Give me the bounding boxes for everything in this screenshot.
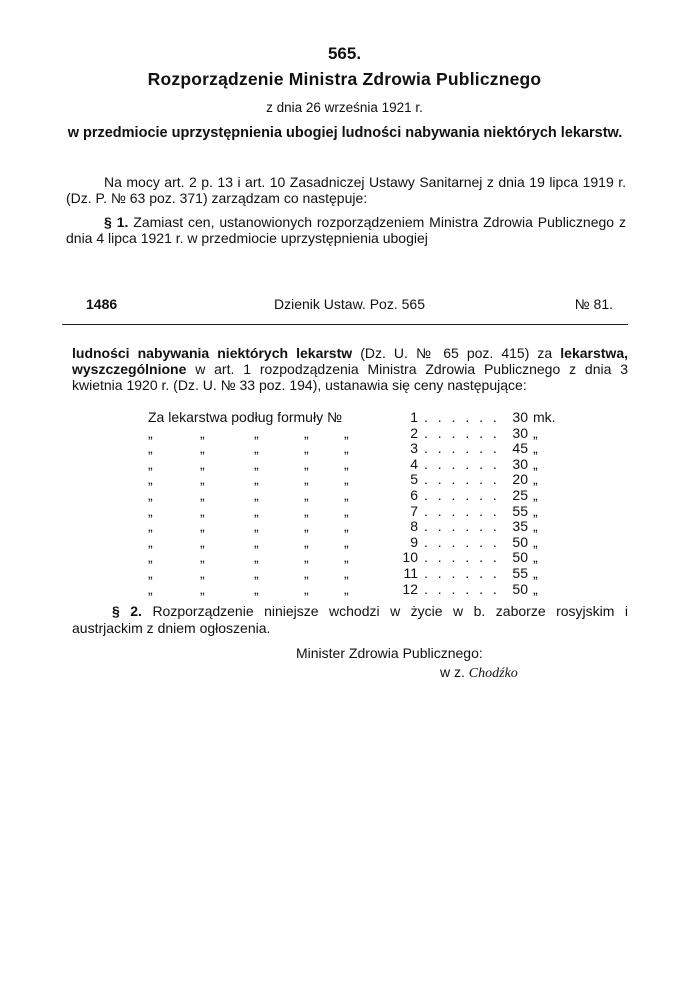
unit-ditto: „	[533, 580, 538, 597]
ditto-mark: „	[344, 580, 349, 597]
leader-dots: . . . . . .	[424, 564, 500, 581]
price-row	[148, 410, 568, 426]
unit-ditto: „	[533, 518, 538, 535]
ditto-mark: „	[254, 424, 259, 441]
continuation-bold-1: ludności nabywania niektórych lekarstw	[72, 345, 353, 361]
ditto-mark: „	[200, 424, 205, 441]
unit-ditto: „	[533, 424, 538, 441]
leader-dots: . . . . . .	[424, 471, 500, 488]
ditto-mark: „	[254, 455, 259, 472]
ditto-mark: „	[148, 564, 153, 581]
ditto-mark: „	[304, 502, 309, 519]
leader-dots: . . . . . .	[424, 409, 500, 425]
price-value: 30	[512, 424, 528, 441]
ditto-mark: „	[200, 502, 205, 519]
ditto-mark: „	[200, 518, 205, 535]
ditto-mark: „	[200, 564, 205, 581]
section-1-text: Zamiast cen, ustanowionych rozporządzeniem Ministra Zdrowia Publicznego z dnia 4 lipca 1921 r. w przedmiocie uprzystępnienia ubogiej	[66, 214, 626, 246]
price-value: 30	[512, 455, 528, 472]
price-value: 50	[512, 533, 528, 550]
price-value: 45	[512, 440, 528, 457]
price-value: 50	[512, 580, 528, 597]
ditto-mark: „	[254, 471, 259, 488]
formula-number: 3	[410, 440, 418, 457]
ditto-mark: „	[254, 502, 259, 519]
formula-number: 6	[410, 486, 418, 503]
ditto-mark: „	[304, 486, 309, 503]
ditto-mark: „	[200, 440, 205, 457]
price-value: 35	[512, 518, 528, 535]
signature	[440, 664, 518, 682]
leader-dots: . . . . . .	[424, 533, 500, 550]
ditto-mark: „	[148, 455, 153, 472]
act-subject: w przedmiocie uprzystępnienia ubogiej ludności nabywania niektórych lekarstw.	[67, 125, 623, 141]
ditto-mark: „	[148, 549, 153, 566]
continuation-paragraph	[72, 345, 628, 393]
price-row	[148, 582, 568, 598]
section-1-paragraph	[66, 214, 626, 246]
price-list	[148, 410, 568, 597]
price-row	[148, 472, 568, 488]
formula-number: 8	[410, 518, 418, 535]
leader-dots: . . . . . .	[424, 424, 500, 441]
formula-number: 12	[402, 580, 418, 597]
ditto-mark: „	[344, 502, 349, 519]
ditto-mark: „	[344, 471, 349, 488]
unit-ditto: „	[533, 455, 538, 472]
ditto-mark: „	[148, 502, 153, 519]
unit-ditto: „	[533, 486, 538, 503]
ditto-mark: „	[148, 580, 153, 597]
ditto-mark: „	[344, 440, 349, 457]
ditto-mark: „	[200, 486, 205, 503]
price-row	[148, 488, 568, 504]
unit-ditto: „	[533, 471, 538, 488]
ditto-mark: „	[254, 486, 259, 503]
price-row	[148, 519, 568, 535]
ditto-mark: „	[148, 424, 153, 441]
formula-number: 7	[410, 502, 418, 519]
price-value: 30	[512, 409, 528, 425]
formula-number: 9	[410, 533, 418, 550]
formula-number: 10	[402, 549, 418, 566]
ditto-mark: „	[200, 580, 205, 597]
ditto-mark: „	[304, 564, 309, 581]
unit-ditto: „	[533, 440, 538, 457]
ditto-mark: „	[148, 471, 153, 488]
continuation-text-2: w art. 1 rozpodządzenia Ministra Zdrowia Publicznego z dnia 3 kwietnia 1920 r. (Dz. U. № 33 poz. 194), ustanawia się ceny następujące:	[72, 361, 628, 393]
section-2-paragraph	[72, 603, 628, 637]
leader-dots: . . . . . .	[424, 502, 500, 519]
price-row	[148, 441, 568, 457]
price-value: 20	[512, 471, 528, 488]
price-row	[148, 550, 568, 566]
section-2-label: § 2.	[112, 603, 142, 619]
issue-number: № 81.	[574, 296, 613, 312]
signer-title: Minister Zdrowia Publicznego:	[296, 645, 483, 661]
unit-ditto: „	[533, 549, 538, 566]
price-row	[148, 426, 568, 442]
leader-dots: . . . . . .	[424, 486, 500, 503]
price-row	[148, 566, 568, 582]
preamble-paragraph: Na mocy art. 2 p. 13 i art. 10 Zasadniczej Ustawy Sanitarnej z dnia 19 lipca 1919 r. (Dz. P. № 63 poz. 371) zarządzam co następuje:	[66, 174, 626, 206]
ditto-mark: „	[148, 518, 153, 535]
leader-dots: . . . . . .	[424, 580, 500, 597]
leader-dots: . . . . . .	[424, 455, 500, 472]
price-unit: mk.	[533, 409, 556, 425]
formula-number: 5	[410, 471, 418, 488]
price-value: 25	[512, 486, 528, 503]
formula-number: 2	[410, 424, 418, 441]
signature-prefix: w z.	[440, 664, 465, 680]
ditto-mark: „	[200, 533, 205, 550]
ditto-mark: „	[254, 518, 259, 535]
ditto-mark: „	[344, 424, 349, 441]
price-row	[148, 504, 568, 520]
continuation-text-1: (Dz. U. № 65 poz. 415) za	[352, 345, 561, 361]
ditto-mark: „	[304, 424, 309, 441]
ditto-mark: „	[148, 486, 153, 503]
ditto-mark: „	[344, 533, 349, 550]
price-value: 55	[512, 564, 528, 581]
ditto-mark: „	[254, 580, 259, 597]
header-divider	[62, 324, 628, 325]
ditto-mark: „	[254, 549, 259, 566]
formula-number: 4	[410, 455, 418, 472]
ditto-mark: „	[148, 533, 153, 550]
act-number: 565.	[327, 44, 362, 63]
ditto-mark: „	[344, 455, 349, 472]
ditto-mark: „	[304, 471, 309, 488]
ditto-mark: „	[254, 533, 259, 550]
ditto-mark: „	[200, 455, 205, 472]
act-date: z dnia 26 września 1921 r.	[266, 100, 423, 115]
section-1-label: § 1.	[104, 214, 129, 230]
ditto-mark: „	[304, 533, 309, 550]
ditto-mark: „	[304, 580, 309, 597]
act-title: Rozporządzenie Ministra Zdrowia Publicznego	[147, 69, 542, 89]
ditto-mark: „	[304, 455, 309, 472]
ditto-mark: „	[344, 486, 349, 503]
ditto-mark: „	[254, 564, 259, 581]
price-row	[148, 535, 568, 551]
ditto-mark: „	[304, 518, 309, 535]
ditto-mark: „	[148, 440, 153, 457]
ditto-mark: „	[254, 440, 259, 457]
unit-ditto: „	[533, 564, 538, 581]
unit-ditto: „	[533, 533, 538, 550]
page-number: 1486	[86, 296, 118, 312]
continuation-bold-2: lekarstwa, wyszczególnione	[72, 345, 628, 377]
signature-name: Chodźko	[468, 666, 518, 681]
ditto-mark: „	[344, 518, 349, 535]
section-2-text: Rozporządzenie niniejsze wchodzi w życie w b. zaborze rosyjskim i austrjackim z dniem ogłoszenia.	[72, 603, 629, 636]
leader-dots: . . . . . .	[424, 518, 500, 535]
price-value: 55	[512, 502, 528, 519]
price-value: 50	[512, 549, 528, 566]
formula-number: 11	[403, 564, 418, 581]
price-lead-text: Za lekarstwa podług formuły №	[148, 409, 342, 425]
ditto-mark: „	[200, 471, 205, 488]
formula-number: 1	[410, 409, 418, 425]
leader-dots: . . . . . .	[424, 549, 500, 566]
ditto-mark: „	[344, 564, 349, 581]
price-row	[148, 457, 568, 473]
ditto-mark: „	[304, 549, 309, 566]
ditto-mark: „	[304, 440, 309, 457]
journal-title: Dzienik Ustaw. Poz. 565	[274, 296, 425, 312]
leader-dots: . . . . . .	[424, 440, 500, 457]
unit-ditto: „	[533, 502, 538, 519]
ditto-mark: „	[344, 549, 349, 566]
ditto-mark: „	[200, 549, 205, 566]
